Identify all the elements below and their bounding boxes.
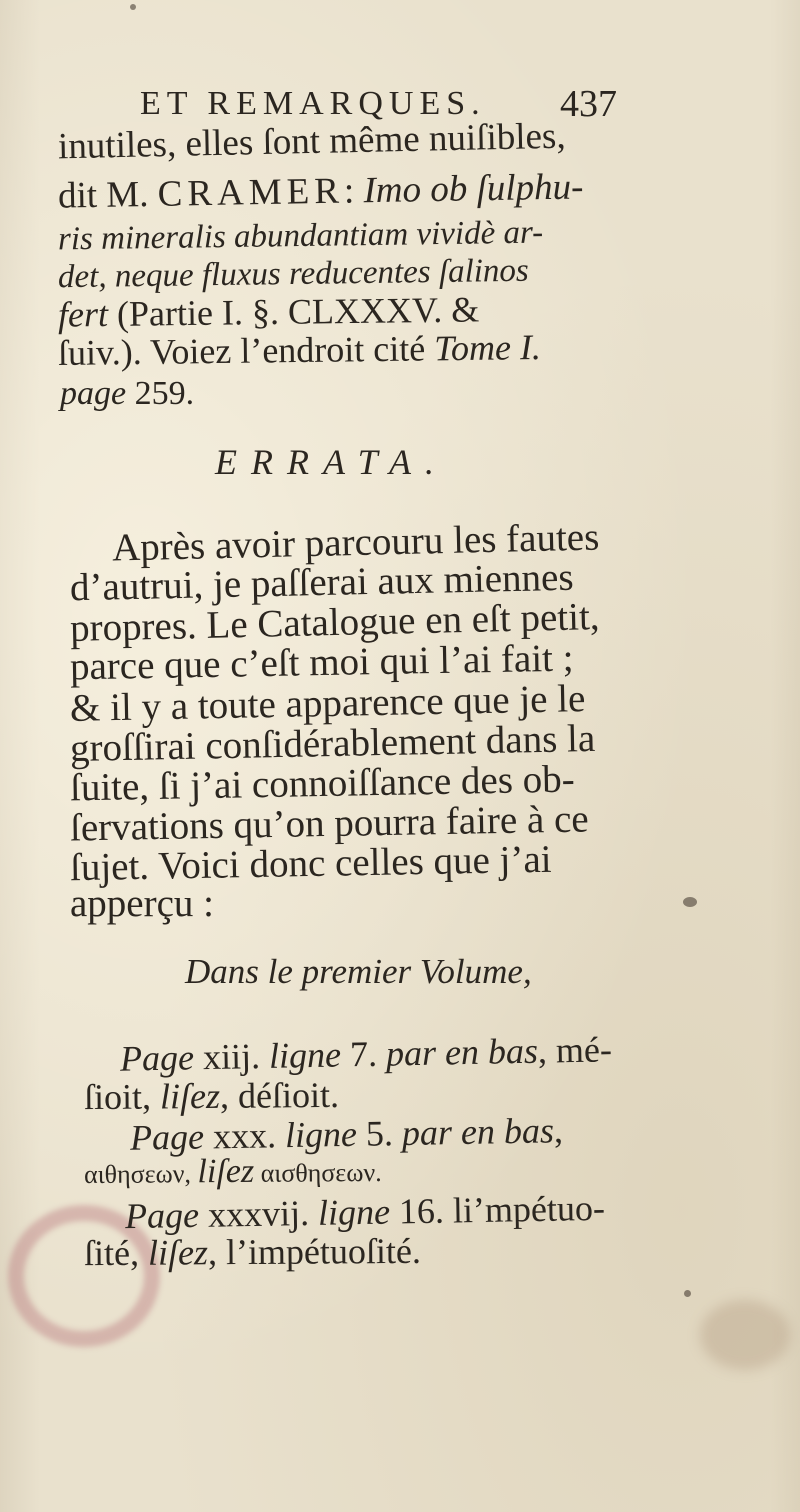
text-line — [70, 882, 214, 926]
text-run: ſuite, ſi j’ai connoiſſance des ob- — [69, 757, 576, 810]
text-line — [84, 1229, 421, 1275]
text-run: 7. — [340, 1033, 387, 1075]
italic-run: det, neque fluxus reducentes ſalinos — [57, 252, 529, 296]
text-run: , l’impétuoſité. — [207, 1230, 422, 1273]
text-run: & il y a toute apparence que je le — [69, 677, 586, 730]
text-run: inutiles, elles ſont même nuiſibles, — [57, 115, 567, 168]
text-run: : — [343, 170, 364, 212]
ink-spot — [684, 1290, 691, 1297]
italic-run: par en bas — [385, 1030, 539, 1074]
text-line — [60, 372, 194, 416]
ink-spot — [130, 4, 136, 10]
italic-run: fert — [57, 293, 109, 335]
text-run: parce que c’eſt moi qui l’ai fait ; — [69, 636, 574, 689]
running-title: ET REMARQUES. — [140, 85, 486, 122]
text-run: , mé- — [537, 1029, 613, 1071]
text-run: ſujet. Voici donc celles que j’ai — [69, 837, 552, 890]
italic-run: ligne — [317, 1191, 391, 1233]
text-run: Après avoir parcouru les fautes — [111, 515, 600, 570]
text-run: dit M. — [57, 173, 159, 217]
italic-run: Page — [129, 1116, 205, 1158]
text-line — [58, 115, 566, 170]
italic-run: par en bas — [401, 1110, 555, 1154]
paper-blot — [700, 1300, 790, 1370]
text-run: αιθησεων, — [83, 1159, 198, 1190]
text-run: apperçu : — [70, 882, 215, 925]
italic-run: Page — [119, 1037, 195, 1079]
italic-run: liſez — [159, 1075, 221, 1117]
page-number: 437 — [560, 83, 617, 125]
text-run: groſſirai conſidérablement dans la — [69, 716, 596, 771]
text-run: ſité, — [83, 1232, 149, 1274]
text-run: propres. Le Catalogue en eſt petit, — [69, 594, 600, 651]
text-run: ſervations qu’on pourra faire à ce — [69, 797, 590, 850]
text-run: (Partie I. §. CLXXXV. & — [107, 289, 480, 334]
text-run: 16. li’mpétuo- — [389, 1187, 606, 1232]
text-line — [120, 1027, 613, 1080]
text-run: , — [553, 1110, 564, 1151]
text-run: ſuiv.). Voiez l’endroit cité — [57, 328, 435, 373]
text-run: xxx. — [203, 1115, 286, 1157]
text-run: xxxvij. — [198, 1192, 319, 1235]
text-line — [58, 325, 541, 375]
text-run: 259. — [126, 375, 195, 412]
italic-run: ligne — [284, 1113, 358, 1156]
errata-heading: ERRATA. — [215, 442, 448, 482]
italic-run: ris mineralis abundantiam vividè ar- — [57, 214, 544, 258]
text-run: d’autrui, je paſſerai aux miennes — [69, 555, 574, 610]
smallcaps-run: CRAMER — [157, 170, 345, 215]
italic-run: ligne — [268, 1034, 342, 1076]
italic-run: Tome I. — [433, 327, 542, 369]
text-run: xiij. — [193, 1035, 270, 1078]
text-run: αισθησεων. — [254, 1157, 382, 1188]
italic-run: Imo ob ſulphu- — [363, 166, 584, 212]
italic-run: liſez — [197, 1152, 255, 1191]
text-run: ſioit, — [83, 1076, 161, 1118]
ink-spot — [683, 897, 697, 907]
italic-run: page — [60, 375, 127, 412]
text-run: 5. — [356, 1113, 403, 1154]
italic-run: Page — [124, 1194, 200, 1237]
italic-run: liſez — [147, 1232, 209, 1273]
text-run: , déſioit. — [219, 1074, 340, 1116]
volume-heading: Dans le premier Volume, — [185, 952, 532, 991]
